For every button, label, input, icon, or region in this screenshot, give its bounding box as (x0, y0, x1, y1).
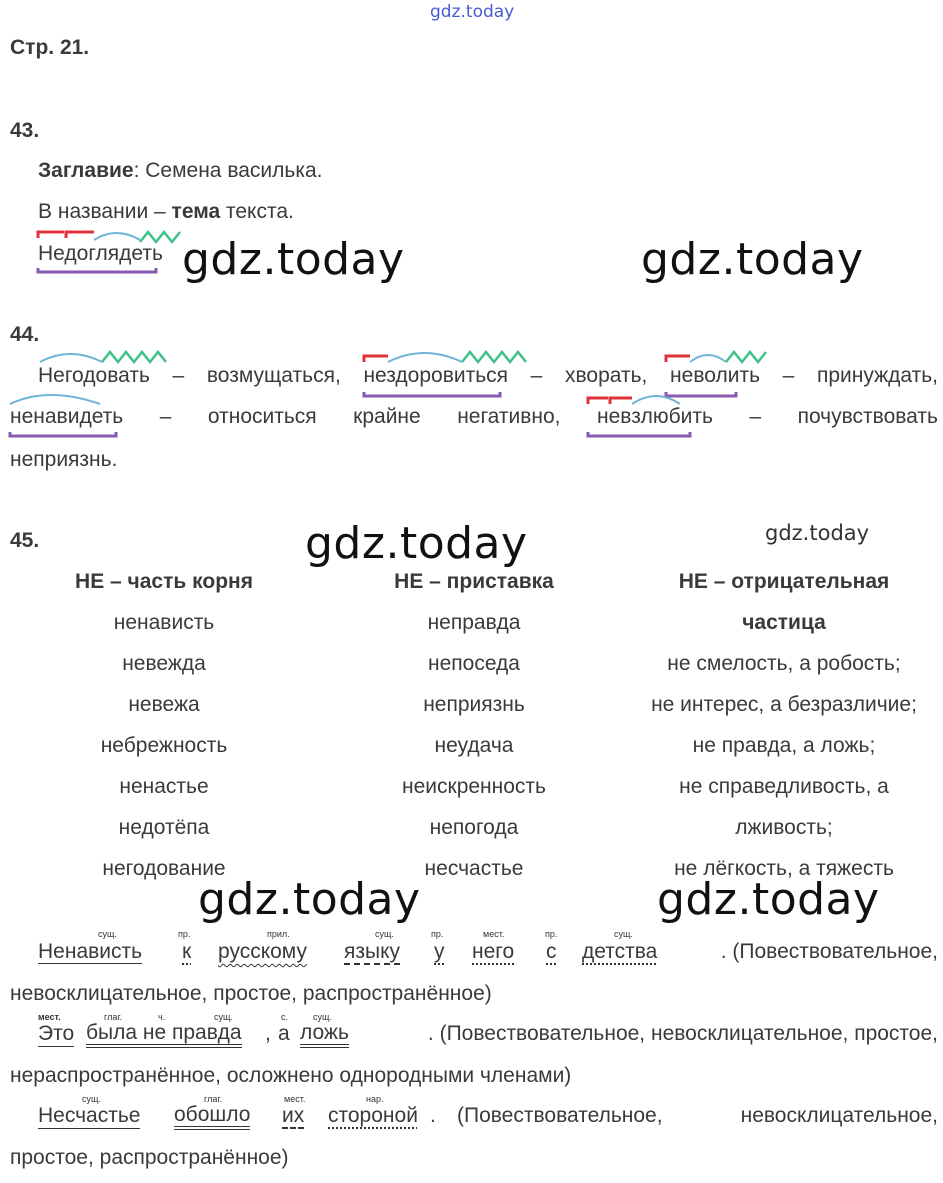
ex44-morph-nevzlyubit (586, 388, 726, 438)
col3-item: не смелость, а робость; (667, 652, 901, 675)
ex44-word-4: ненавидеть (10, 405, 124, 428)
ex44-word-5: невзлюбить (597, 405, 713, 428)
sentence-1-words (38, 940, 142, 964)
s2-line2: нераспространённое, осложнено однородными членами) (10, 1064, 572, 1087)
ex44-text-2: – хворать, (508, 364, 671, 387)
watermark-top: gdz.today (430, 2, 515, 22)
s2-comma: , (265, 1022, 271, 1045)
ex43-title-rest: : Семена василька. (133, 159, 323, 182)
prefix-mark-1 (38, 232, 64, 238)
watermark-2: gdz.today (641, 234, 864, 285)
s2-subject: Это (38, 1022, 75, 1045)
s1-word-nego: него (472, 940, 515, 963)
col3-header-line1: НЕ – отрицательная (678, 570, 890, 593)
s3-word-ikh: их (282, 1104, 305, 1127)
pos-tag: сущ. (375, 929, 394, 939)
ex44-text-3: – принуждать, (760, 364, 939, 387)
s2-word-lozh: ложь (300, 1022, 349, 1048)
col3-item: не правда, а ложь; (692, 734, 876, 757)
col2-header: НЕ – приставка (394, 570, 554, 593)
watermark-4: gdz.today (198, 874, 421, 925)
col2-item: неправда (427, 611, 521, 634)
watermark-5: gdz.today (657, 874, 880, 925)
col2-item: непоседа (428, 652, 520, 675)
pos-tag: прил. (267, 929, 290, 939)
pos-tag: глаг. (204, 1094, 223, 1104)
s1-word-k: к (182, 940, 192, 963)
watermark-1: gdz.today (182, 234, 405, 285)
ex43-theme-line (38, 200, 294, 224)
s1-word-detstva: детства (582, 940, 658, 963)
pos-tag: мест. (38, 1012, 61, 1022)
page-label: Стр. 21. (10, 36, 90, 59)
ex43-theme-text-c: текста. (220, 200, 294, 223)
col1-item: невежда (122, 652, 206, 675)
col3-item: не интерес, а безразличие; (651, 693, 917, 716)
pos-tag: нар. (366, 1094, 384, 1104)
exercise-45-number: 45. (10, 529, 40, 552)
suffix-zigzag (140, 232, 180, 242)
ex44-text-6: крайне (353, 405, 421, 428)
s3-line2: простое, распространённое) (10, 1146, 289, 1169)
pos-tag: сущ. (614, 929, 633, 939)
ex44-dash-2: – (749, 405, 762, 428)
pos-tag: мест. (483, 929, 505, 939)
exercise-43-number: 43. (10, 119, 40, 142)
col2-item: неискренность (402, 775, 546, 798)
s1-line2: невосклицательное, простое, распространённое) (10, 982, 492, 1005)
col3-item: не справедливость, а (679, 775, 889, 798)
ex43-theme-bold: тема (171, 200, 221, 223)
ex44-word-2: нездоровиться (363, 364, 509, 387)
exercise-44-number: 44. (10, 323, 40, 346)
ex43-title-label: Заглавие (38, 159, 134, 182)
col1-header: НЕ – часть корня (75, 570, 253, 593)
col1-item: ненависть (113, 611, 215, 634)
col1-item: недотёпа (118, 816, 210, 839)
s3-word-storonoy: стороной (328, 1104, 418, 1127)
col2-item: неприязнь (423, 693, 525, 716)
ex44-line-2 (10, 405, 938, 429)
s3-text-2: невосклицательное, (740, 1104, 938, 1127)
ex43-theme-text-a: В названии – (38, 200, 172, 223)
col2-item: неудача (434, 734, 514, 757)
col1-item: невежа (128, 693, 200, 716)
ex44-line-3: неприязнь. (10, 448, 118, 471)
pos-tag: глаг. (104, 1012, 123, 1022)
s2-word-a: а (278, 1022, 290, 1045)
s1-word-russkomu: русскому (218, 940, 307, 963)
pos-tag: пр. (431, 929, 444, 939)
pos-tag: сущ. (313, 1012, 332, 1022)
s1-end: . (Повествовательное, (720, 940, 938, 963)
s3-text-1: (Повествовательное, (457, 1104, 663, 1127)
s1-subject: Ненависть (38, 940, 143, 963)
ex44-text-7: негативно, (457, 405, 561, 428)
s3-subject: Несчастье (38, 1104, 141, 1127)
pos-tag: сущ. (82, 1094, 101, 1104)
col3-item: лживость; (735, 816, 833, 839)
ex44-text-9: почувствовать (797, 405, 938, 428)
col1-item: ненастье (119, 775, 209, 798)
ex44-morph-nenavidet (8, 388, 148, 438)
pos-tag: ч. (158, 1012, 166, 1022)
col1-item: негодование (102, 857, 226, 880)
ex43-title-line (38, 159, 323, 183)
pos-tag: с. (281, 1012, 289, 1022)
ex44-text-1: – возмущаться, (149, 364, 364, 387)
stem-bracket (38, 268, 156, 272)
s1-word-s: с (546, 940, 557, 963)
ex43-morphemes (36, 226, 186, 276)
s1-word-yazyku: языку (344, 940, 401, 963)
col2-item: непогода (429, 816, 519, 839)
ex44-text-5: относиться (207, 405, 317, 428)
col1-item: небрежность (100, 734, 228, 757)
ex43-word: Недоглядеть (38, 242, 163, 265)
ex44-dash-1: – (159, 405, 172, 428)
watermark-3: gdz.today (305, 518, 528, 569)
s3-end: . (430, 1104, 436, 1127)
root-arc (94, 233, 140, 240)
pos-tag: мест. (284, 1094, 306, 1104)
ex44-morph-nezdorovitsya (362, 346, 532, 396)
s2-end: . (Повествовательное, невосклицательное, простое, (427, 1022, 938, 1045)
s1-word-u: у (434, 940, 445, 963)
ex44-word-3: неволить (670, 364, 761, 387)
prefix-mark-2 (66, 232, 94, 238)
watermark-small: gdz.today (765, 521, 870, 545)
pos-tag: сущ. (98, 929, 117, 939)
ex44-word-1: Негодовать (38, 364, 150, 387)
pos-tag: пр. (545, 929, 558, 939)
col3-item: не лёгкость, а тяжесть (674, 857, 894, 880)
col3-header-line2: частица (742, 611, 826, 634)
pos-tag: сущ. (214, 1012, 233, 1022)
col2-item: несчастье (424, 857, 524, 880)
pos-tag: пр. (178, 929, 191, 939)
s3-predicate: обошло (174, 1104, 250, 1130)
s2-predicate: была не правда (86, 1022, 242, 1048)
